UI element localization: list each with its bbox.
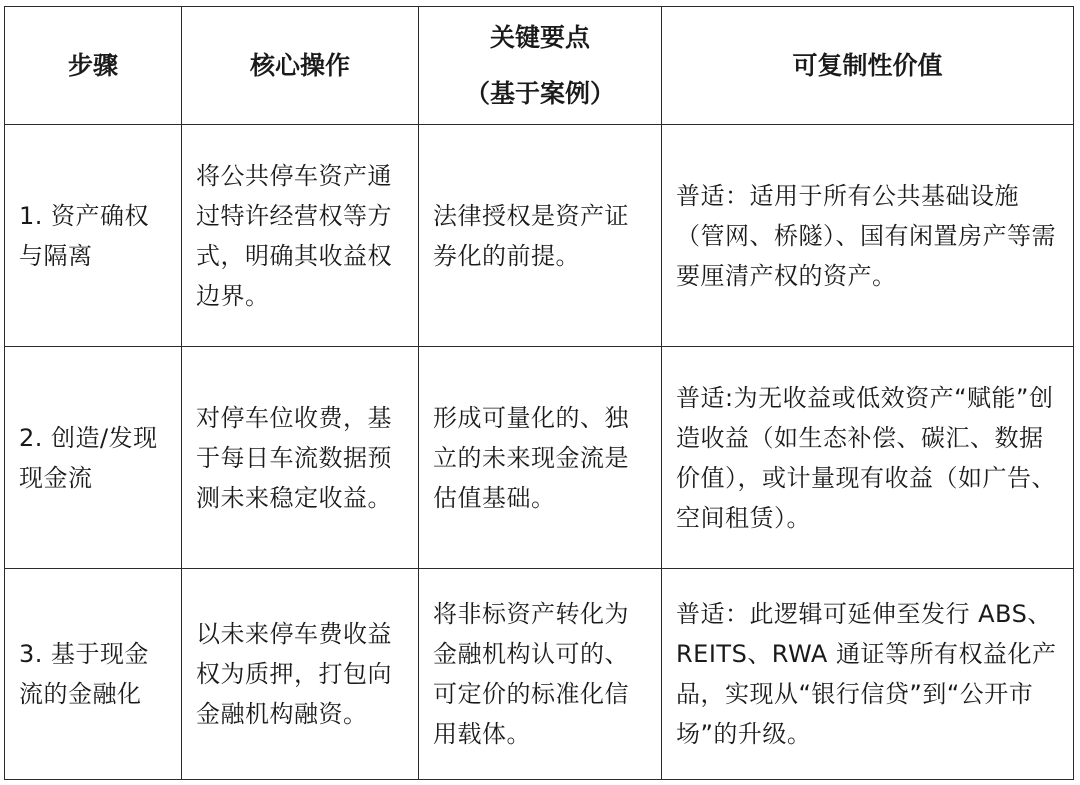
value-text: 普适：适用于所有公共基础设施（管网、桥隧）、国有闲置房产等需要厘清产权的资产。 — [676, 181, 1056, 290]
cell-value — [662, 569, 1074, 780]
cell-operation — [182, 125, 419, 347]
step-text: 1. 资产确权与隔离 — [19, 201, 150, 270]
cell-key-point — [419, 569, 662, 780]
operation-text: 以未来停车费收益权为质押，打包向金融机构融资。 — [196, 620, 392, 728]
table-row — [5, 125, 1074, 347]
value-text: 普适:为无收益或低效资产“赋能”创造收益（如生态补偿、碳汇、数据价值），或计量现有收益（如广告、空间租赁）。 — [676, 383, 1056, 532]
cell-operation — [182, 569, 419, 780]
strategy-table — [4, 6, 1074, 780]
header-key-points-line2: （基于案例） — [464, 78, 615, 108]
cell-step — [5, 569, 182, 780]
cell-value — [662, 347, 1074, 569]
cell-key-point — [419, 125, 662, 347]
operation-text: 对停车位收费，基于每日车流数据预测未来稳定收益。 — [196, 403, 392, 512]
cell-step — [5, 347, 182, 569]
table-row — [5, 569, 1074, 780]
header-key-points — [419, 7, 662, 125]
step-text: 3. 基于现金流的金融化 — [19, 640, 150, 708]
table-row — [5, 347, 1074, 569]
cell-key-point — [419, 347, 662, 569]
header-step: 步骤 — [5, 7, 182, 125]
header-key-points-line1: 关键要点 — [489, 22, 590, 52]
table-header-row — [5, 7, 1074, 125]
header-replicable-value: 可复制性价值 — [662, 7, 1074, 125]
cell-step — [5, 125, 182, 347]
key-point-text: 形成可量化的、独立的未来现金流是估值基础。 — [433, 403, 629, 512]
step-text: 2. 创造/发现现金流 — [19, 423, 158, 492]
cell-operation — [182, 347, 419, 569]
operation-text: 将公共停车资产通过特许经营权等方式，明确其收益权边界。 — [196, 161, 392, 310]
header-core-operation: 核心操作 — [182, 7, 419, 125]
key-point-text: 将非标资产转化为金融机构认可的、可定价的标准化信用载体。 — [433, 600, 629, 748]
key-point-text: 法律授权是资产证券化的前提。 — [433, 201, 629, 270]
value-text: 普适：此逻辑可延伸至发行 ABS、REITS、RWA 通证等所有权益化产品，实现从“银行信贷”到“公开市场”的升级。 — [676, 600, 1057, 748]
cell-value — [662, 125, 1074, 347]
